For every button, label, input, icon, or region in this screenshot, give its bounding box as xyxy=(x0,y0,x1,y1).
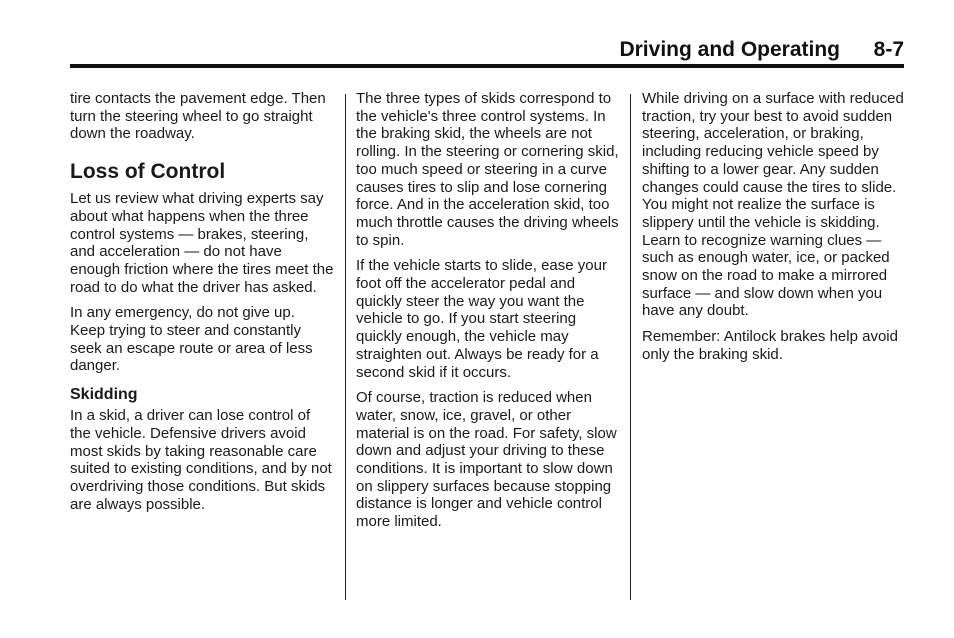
paragraph: Remember: Antilock brakes help avoid only the braking skid. xyxy=(642,328,898,363)
paragraph: The three types of skids correspond to the vehicle's three control systems. In the braking skid, the wheels are not rolling. In the steering or cornering skid, too much speed or steering in a curve causes tires to slip and lose cornering force. And in the acceleration skid, too much throttle causes the driving wheels to spin. xyxy=(356,90,619,249)
section-heading: Loss of Control xyxy=(70,160,226,184)
paragraph: While driving on a surface with reduced traction, try your best to avoid sudden steering, acceleration, or braking, including reducing vehicle speed by shifting to a lower gear. Any sudden changes could cause the tires to slide. You might not realize the surface is slippery until the vehicle is skidding. Learn to recognize warning clues — such as enough water, ice, or packed snow on the road to make a mirrored surface — and slow down when you have any doubt. xyxy=(642,90,904,320)
column-3 xyxy=(642,90,906,372)
paragraph: In any emergency, do not give up. Keep trying to steer and constantly seek an escape route or area of less danger. xyxy=(70,304,313,375)
page-header xyxy=(70,38,904,64)
header-rule xyxy=(70,64,904,68)
paragraph: Of course, traction is reduced when water, snow, ice, gravel, or other material is on the road. For safety, slow down and adjust your driving to these conditions. It is important to slow down on slippery surfaces because stopping distance is longer and vehicle control more limited. xyxy=(356,389,617,531)
paragraph: Let us review what driving experts say about what happens when the three control systems — brakes, steering, and acceleration — do not have enough friction where the tires meet the road to do what the driver has asked. xyxy=(70,190,334,296)
column-divider-2 xyxy=(630,94,631,600)
column-divider-1 xyxy=(345,94,346,600)
column-1 xyxy=(70,90,334,521)
paragraph: In a skid, a driver can lose control of the vehicle. Defensive drivers avoid most skids by taking reasonable care suited to existing conditions, and by not overdriving those conditions. But skids are always possible. xyxy=(70,407,332,513)
chapter-title: Driving and Operating xyxy=(619,38,840,61)
column-2 xyxy=(356,90,620,539)
paragraph: If the vehicle starts to slide, ease your foot off the accelerator pedal and quickly steer the way you want the vehicle to go. If you start steering quickly enough, the vehicle may straighten out. Always be ready for a second skid if it occurs. xyxy=(356,257,607,381)
subsection-heading: Skidding xyxy=(70,386,138,404)
page-number: 8-7 xyxy=(873,38,904,61)
paragraph: tire contacts the pavement edge. Then turn the steering wheel to go straight down the roadway. xyxy=(70,90,326,143)
